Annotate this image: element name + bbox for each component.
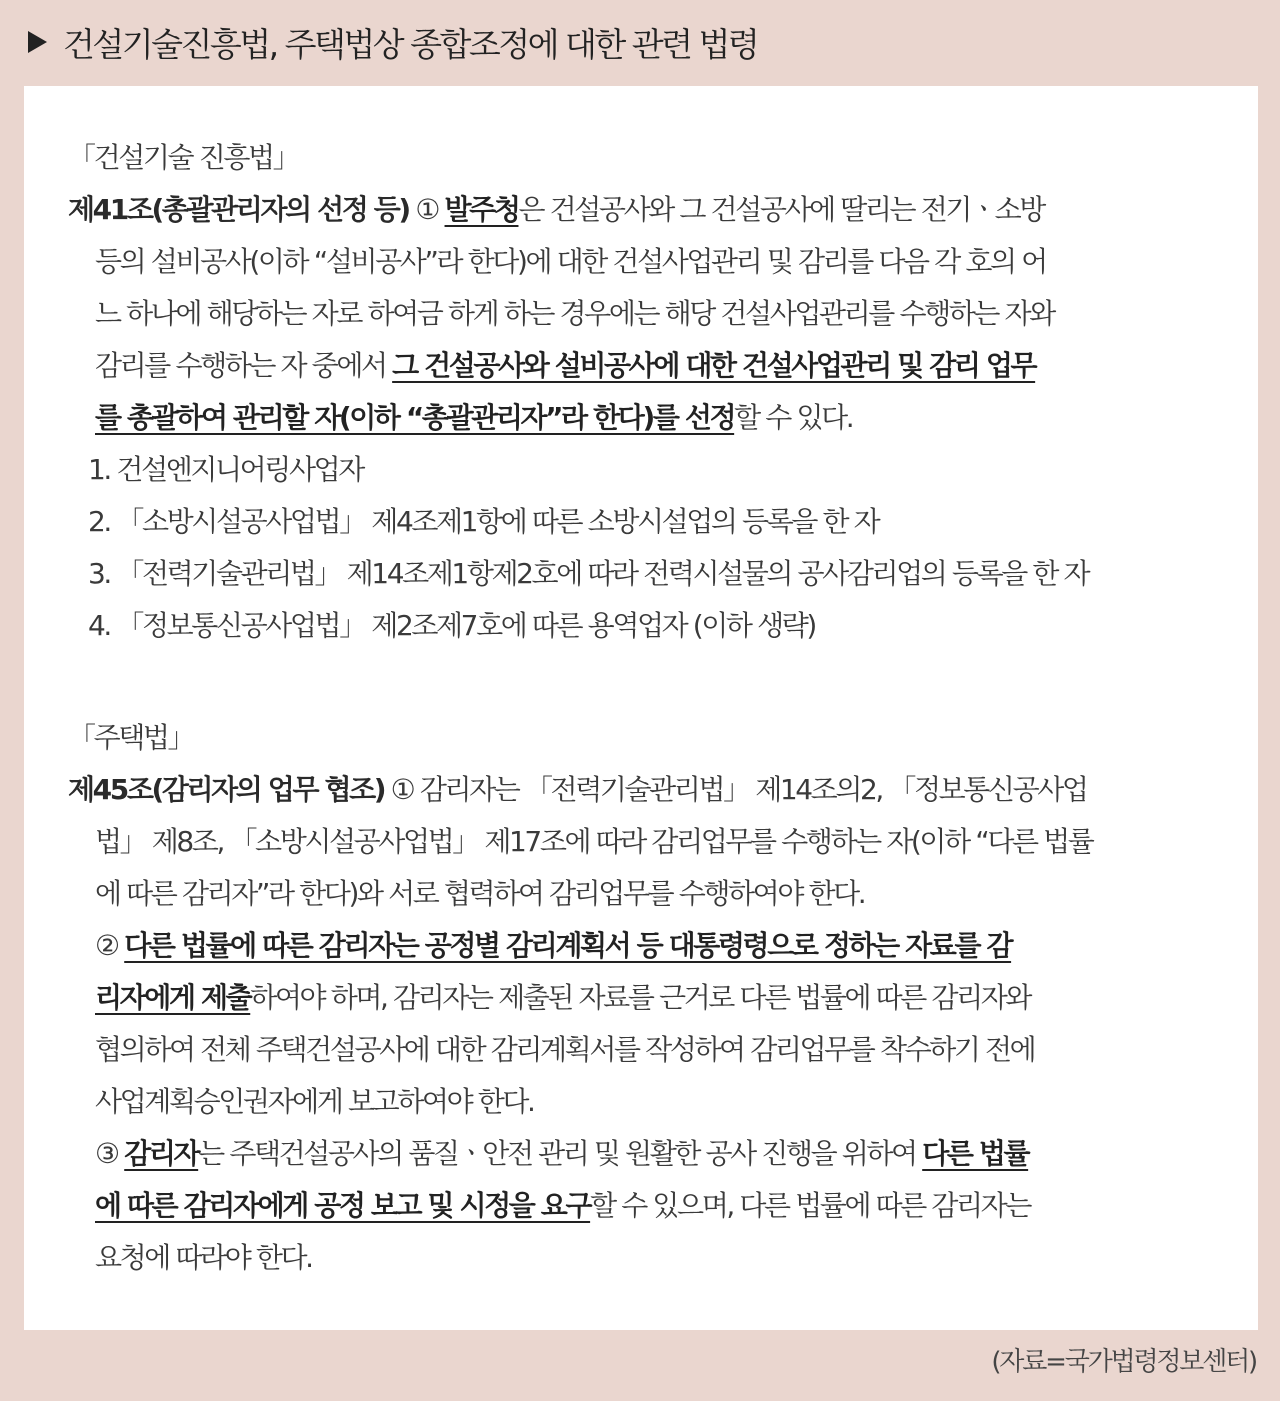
body-text: 요청에 따라야 한다. xyxy=(95,1241,312,1274)
underlined-text: 감리자 xyxy=(124,1137,199,1170)
body-text: 감리를 수행하는 자 중에서 xyxy=(95,349,393,382)
list-item: 2. 「소방시설공사업법」 제4조제1항에 따른 소방시설업의 등록을 한 자 xyxy=(88,505,879,538)
underlined-text: 리자에게 제출 xyxy=(95,981,251,1014)
underlined-text: 를 총괄하여 관리할 자(이하 “총괄관리자”라 한다)를 선정 xyxy=(95,401,735,434)
triangle-bullet-icon xyxy=(28,31,47,53)
body-text: 는 주택건설공사의 품질ㆍ안전 관리 및 원활한 공사 진행을 위하여 xyxy=(198,1137,923,1170)
body-text: 할 수 있으며, 다른 법률에 따른 감리자는 xyxy=(590,1189,1030,1222)
paragraph-number: ① xyxy=(415,193,439,226)
article-heading: 제45조(감리자의 업무 협조) xyxy=(68,773,385,806)
article-line xyxy=(68,764,1228,816)
law-section-housing xyxy=(68,712,1228,1284)
source-caption: (자료=국가법령정보센터) xyxy=(991,1347,1256,1377)
article-heading: 제41조(총괄관리자의 선정 등) xyxy=(68,193,409,226)
body-line xyxy=(68,392,1228,444)
paragraph-number: ② xyxy=(95,929,118,962)
underlined-text: 다른 법률에 따른 감리자는 공정별 감리계획서 등 대통령령으로 정하는 자료를 감 xyxy=(124,929,1012,962)
underlined-text: 다른 법률 xyxy=(922,1137,1029,1170)
content-panel xyxy=(24,86,1258,1330)
law-name: 「주택법」 xyxy=(68,721,194,754)
list-item: 3. 「전력기술관리법」 제14조제1항제2호에 따라 전력시설물의 공사감리업의 등록을 한 자 xyxy=(88,557,1089,590)
body-text: 사업계획승인권자에게 보고하여야 한다. xyxy=(95,1085,534,1118)
body-text: 하여야 하며, 감리자는 제출된 자료를 근거로 다른 법률에 따른 감리자와 xyxy=(250,981,1031,1014)
body-text: 법」 제8조, 「소방시설공사업법」 제17조에 따라 감리업무를 수행하는 자(이하 “다른 법률 xyxy=(95,825,1093,858)
article-line xyxy=(68,184,1228,236)
body-text: 에 따른 감리자”라 한다)와 서로 협력하여 감리업무를 수행하여야 한다. xyxy=(95,877,865,910)
law-section-construction xyxy=(68,132,1228,652)
body-line xyxy=(68,972,1228,1024)
body-line xyxy=(68,340,1228,392)
body-text: 할 수 있다. xyxy=(734,401,853,434)
body-line xyxy=(68,920,1228,972)
body-text: 은 건설공사와 그 건설공사에 딸리는 전기ㆍ소방 xyxy=(518,193,1044,226)
list-item: 1. 건설엔지니어링사업자 xyxy=(88,453,363,486)
law-name: 「건설기술 진흥법」 xyxy=(68,141,299,174)
body-line xyxy=(68,1128,1228,1180)
body-text: ① 감리자는 「전력기술관리법」 제14조의2, 「정보통신공사업 xyxy=(390,773,1087,806)
body-text: 느 하나에 해당하는 자로 하여금 하게 하는 경우에는 해당 건설사업관리를 수행하는 자와 xyxy=(95,297,1054,330)
paragraph-number: ③ xyxy=(95,1137,118,1170)
underlined-text: 에 따른 감리자에게 공정 보고 및 시정을 요구 xyxy=(95,1189,591,1222)
header xyxy=(28,14,757,70)
underlined-text: 발주청 xyxy=(444,193,519,226)
underlined-text: 그 건설공사와 설비공사에 대한 건설사업관리 및 감리 업무 xyxy=(392,349,1036,382)
body-line xyxy=(68,1180,1228,1232)
list-item: 4. 「정보통신공사업법」 제2조제7호에 따른 용역업자 (이하 생략) xyxy=(88,609,815,642)
body-text: 협의하여 전체 주택건설공사에 대한 감리계획서를 작성하여 감리업무를 착수하기 전에 xyxy=(95,1033,1035,1066)
header-title: 건설기술진흥법, 주택법상 종합조정에 대한 관련 법령 xyxy=(63,24,758,64)
body-text: 등의 설비공사(이하 “설비공사”라 한다)에 대한 건설사업관리 및 감리를 다음 각 호의 어 xyxy=(95,245,1046,278)
